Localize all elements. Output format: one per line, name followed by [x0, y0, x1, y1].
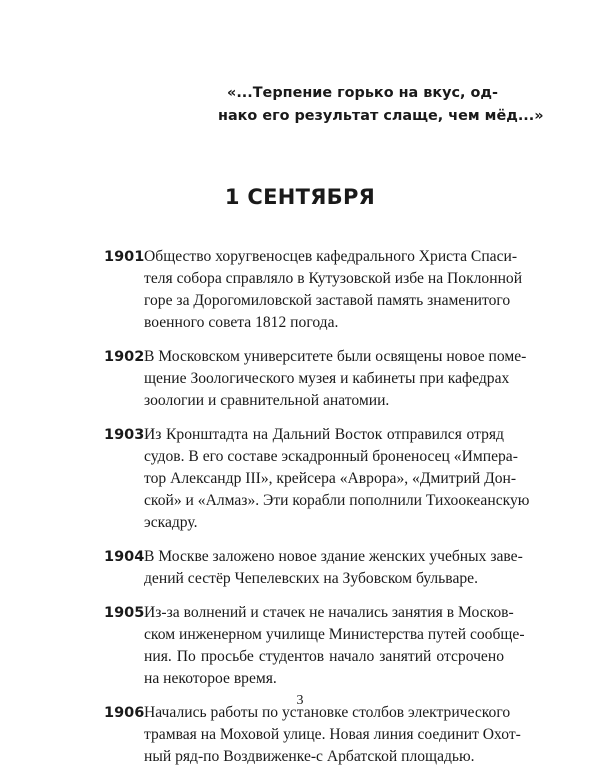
entry-text-line: ния. По просьбе студентов начало занятий отсрочено	[144, 648, 504, 665]
entry-text-line: В Москве заложено новое здание женских учебных заве-	[144, 548, 523, 565]
chronology-entry	[104, 546, 523, 590]
chronology-entry	[104, 424, 530, 534]
entry-text-line: трамвая на Моховой улице. Новая линия соединит Охот-	[144, 726, 521, 743]
entry-text-line: тор Александр III», крейсера «Аврора», «Дмитрий Дон-	[144, 470, 517, 487]
entry-text	[144, 546, 523, 590]
entry-year: 1902	[104, 349, 145, 365]
entry-text-line: на некоторое время.	[144, 670, 277, 687]
entry-year: 1905	[104, 605, 145, 621]
entry-text-line: судов. В его составе эскадронный броненосец «Импера-	[144, 448, 518, 465]
entry-text-line: Общество хоругвеносцев кафедрального Христа Спаси-	[144, 248, 518, 265]
entry-text-line: Из Кронштадта на Дальний Восток отправился отряд	[144, 426, 504, 443]
epigraph	[218, 82, 544, 128]
entry-text	[144, 602, 525, 690]
entry-text-line: ской» и «Алмаз». Эти корабли пополнили Тихоокеанскую	[144, 492, 530, 509]
entry-year: 1903	[104, 427, 145, 443]
entry-text-line: щение Зоологического музея и кабинеты при кафедрах	[144, 370, 510, 387]
entry-text-line: дений сестёр Чепелевских на Зубовском бульваре.	[144, 570, 478, 587]
entry-text-line: военного совета 1812 погода.	[144, 314, 339, 331]
entry-text-line: эскадру.	[144, 514, 198, 531]
epigraph-line: «...Терпение горько на вкус, од-	[227, 85, 498, 101]
epigraph-line: нако его результат слаще, чем мёд...»	[218, 108, 544, 124]
entry-year: 1904	[104, 549, 145, 565]
entry-text	[144, 702, 521, 768]
chronology-entry	[104, 602, 525, 690]
entry-text	[144, 424, 530, 534]
chronology-entry	[104, 702, 521, 768]
entry-text-line: В Московском университете были освящены новое поме-	[144, 348, 527, 365]
entry-text-line: ный ряд-по Воздвиженке-с Арбатской площадью.	[144, 748, 475, 765]
chronology-entry	[104, 346, 527, 412]
entry-year: 1901	[104, 249, 145, 265]
entry-text-line: теля собора справляло в Кутузовской избе на Поклонной	[144, 270, 523, 287]
entry-text-line: зоологии и сравнительной анатомии.	[144, 392, 390, 409]
chronology-entry	[104, 246, 523, 334]
entry-text-line: ском инженерном училище Министерства путей сообще-	[144, 626, 525, 643]
page-number: 3	[296, 693, 304, 708]
entry-text-line: горе за Дорогомиловской заставой память знаменитого	[144, 292, 511, 309]
entry-year: 1906	[104, 705, 145, 721]
entry-text-line: Начались работы по установке столбов электрического	[144, 704, 511, 721]
entry-text-line: Из-за волнений и стачек не начались занятия в Москов-	[144, 604, 514, 621]
entry-text	[144, 246, 523, 334]
entry-text	[144, 346, 527, 412]
chapter-title: 1 СЕНТЯБРЯ	[224, 185, 376, 209]
